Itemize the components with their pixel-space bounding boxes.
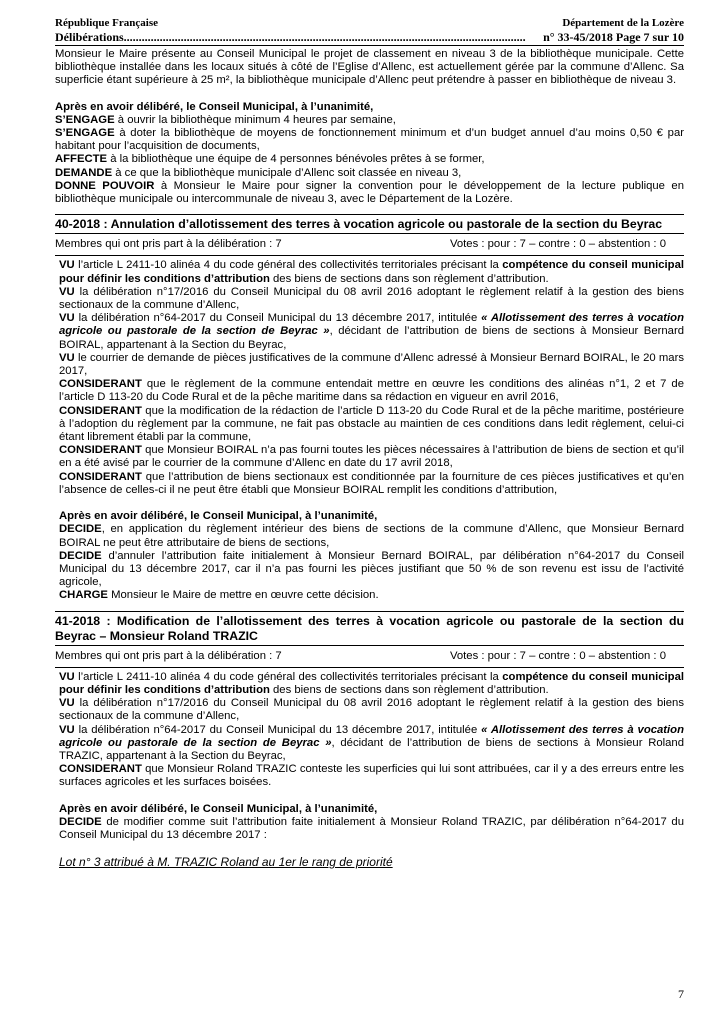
vu-clause: VU le courrier de demande de pièces justificatives de la commune d’Allenc adressé à Monsieur Bernard BOIRAL, le 20 mars 2017, (59, 351, 684, 378)
lot-attribution: Lot n° 3 attribué à M. TRAZIC Roland au 1er le rang de priorité (59, 855, 393, 870)
decision-heading: Après en avoir délibéré, le Conseil Municipal, à l’unanimité, (59, 802, 378, 815)
section-40-vote-line (55, 234, 684, 256)
header-ref: n° 33-45/2018 Page 7 sur 10 (543, 30, 684, 44)
section-40-body (55, 256, 684, 602)
section-40-title: 40-2018 : Annulation d’allotissement des terres à vocation agricole ou pastorale de la section du Beyrac (55, 214, 684, 234)
considerant-clause: CONSIDERANT que le règlement de la commune entendait mettre en œuvre les conditions des alinéas n°1, 2 et 7 de l’article D 113-20 du Code Rural et de la pêche maritime dans sa rédaction en vigueur en avril 2016, (59, 378, 684, 404)
decision-item: AFFECTE à la bibliothèque une équipe de 4 personnes bénévoles prêtes à se former, (55, 153, 485, 166)
vu-clause: VU l’article L 2411-10 alinéa 4 du code général des collectivités territoriales précisant la compétence du conseil municipal pour définir les conditions d’attribution des biens de sections dans son règlement d’attribution. (59, 670, 684, 696)
decide-clause: DECIDE d’annuler l’attribution faite initialement à Monsieur Bernard BOIRAL, par délibération n°64-2017 du Conseil Municipal du 13 décembre 2017, car il n’a pas fourni les pièces justifiant que 50 % de son revenu est issu de l’activité agricole, (59, 549, 684, 589)
decision-heading: Après en avoir délibéré, le Conseil Municipal, à l’unanimité, (55, 100, 374, 113)
decide-clause: DECIDE de modifier comme suit l’attribution faite initialement à Monsieur Roland TRAZIC, par délibération n°64-2017 du Conseil Municipal du 13 décembre 2017 : (59, 815, 684, 841)
vu-clause: VU la délibération n°17/2016 du Conseil Municipal du 08 avril 2016 adoptant le règlement relatif à la gestion des biens sectionaux de la commune d’Allenc, (59, 285, 684, 312)
decision-item: DONNE POUVOIR à Monsieur le Maire pour signer la convention pour le développement de la lecture publique en bibliothèque municipale ou intercommunale de niveau 3, avec le Département de la Lozère. (55, 179, 684, 206)
considerant-clause: CONSIDERANT que Monsieur BOIRAL n’a pas fourni toutes les pièces nécessaires à l’attribution de biens de section et qu’il en a été avisé par le courrier de la commune d’Allenc en date du 17 avril 2018, (59, 444, 684, 470)
members-count: Membres qui ont pris part à la délibération : 7 (55, 649, 282, 662)
intro-paragraph: Monsieur le Maire présente au Conseil Municipal le projet de classement en niveau 3 de la bibliothèque municipale. Cette bibliothèque installée dans les locaux situés à côté de l’Eglise d’Allenc, est actuellement gérée par la commune d’Allenc. Sa superficie étant supérieure à 25 m², la bibliothèque municipale d’Allenc peut prétendre à passer en bibliothèque de niveau 3. (55, 48, 684, 87)
decision-item: S’ENGAGE à doter la bibliothèque de moyens de fonctionnement minimum et d’un budget annuel d’au moins 0,50 € par habitant pour l’acquisition de documents, (55, 127, 684, 153)
section-41-vote-line (55, 646, 684, 668)
page-number: 7 (678, 987, 684, 1001)
vote-results: Votes : pour : 7 – contre : 0 – abstention : 0 (449, 238, 666, 251)
header-dots: ...................................................................................................................................... (123, 30, 526, 44)
considerant-clause: CONSIDERANT que l’attribution de biens sectionaux est conditionnée par la fourniture de ces pièces justificatives et qu’en l’absence de celles-ci il ne peut être établi que Monsieur BOIRAL remplit les conditions d’attribution, (59, 470, 684, 496)
vu-clause: VU la délibération n°17/2016 du Conseil Municipal du 08 avril 2016 adoptant le règlement relatif à la gestion des biens sectionaux de la commune d’Allenc, (59, 697, 684, 723)
vu-clause: VU la délibération n°64-2017 du Conseil Municipal du 13 décembre 2017, intitulée « Allotissement des terres à vocation agricole ou pastorale de la section de Beyrac », décidant de l’attribution de biens de sections à Monsieur Roland TRAZIC, appartenant à la Section du Beyrac, (59, 723, 684, 762)
header-doc-type: Délibérations (55, 30, 124, 44)
header-country: République Française (55, 17, 158, 29)
header-rule (55, 45, 684, 46)
decide-clause: DECIDE, en application du règlement intérieur des biens de sections de la commune d’Allenc, que Monsieur Bernard BOIRAL ne peut être attributaire de biens de sections, (59, 523, 684, 549)
vu-clause: VU la délibération n°64-2017 du Conseil Municipal du 13 décembre 2017, intitulée « Allotissement des terres à vocation agricole ou pastorale de la section de Beyrac », décidant de l’attribution de biens de sections à Monsieur Bernard BOIRAL, appartenant à la Section du Beyrac, (59, 312, 684, 351)
decision-item: DEMANDE à ce que la bibliothèque municipale d’Allenc soit classée en niveau 3, (55, 166, 462, 179)
header-bottom (55, 30, 684, 45)
header-department: Département de la Lozère (562, 17, 684, 29)
page-content (55, 48, 684, 870)
considerant-clause: CONSIDERANT que la modification de la rédaction de l’article D 113-20 du Code Rural et de la pêche maritime, postérieure à l’adoption du règlement par la commune, ne fait pas obstacle au maintien de ces conditions dans ledit règlement, celui-ci étant librement établi par la commune, (59, 404, 684, 444)
header-top (55, 17, 684, 29)
vote-results: Votes : pour : 7 – contre : 0 – abstention : 0 (449, 649, 666, 662)
section-41-body (55, 668, 684, 871)
vu-clause: VU l’article L 2411-10 alinéa 4 du code général des collectivités territoriales précisant la compétence du conseil municipal pour définir les conditions d’attribution des biens de sections dans son règlement d’attribution. (59, 259, 684, 285)
charge-clause: CHARGE Monsieur le Maire de mettre en œuvre cette décision. (59, 589, 379, 602)
decision-heading: Après en avoir délibéré, le Conseil Municipal, à l’unanimité, (59, 510, 378, 523)
considerant-clause: CONSIDERANT que Monsieur Roland TRAZIC conteste les superficies qui lui sont attribuées, car il y a des erreurs entre les surfaces agricoles et les surfaces boisées. (59, 763, 684, 789)
section-41-title: 41-2018 : Modification de l’allotissement des terres à vocation agricole ou pastorale de la section du Beyrac – Monsieur Roland TRAZIC (55, 611, 684, 646)
decision-item: S’ENGAGE à ouvrir la bibliothèque minimum 4 heures par semaine, (55, 113, 396, 126)
members-count: Membres qui ont pris part à la délibération : 7 (55, 238, 282, 251)
